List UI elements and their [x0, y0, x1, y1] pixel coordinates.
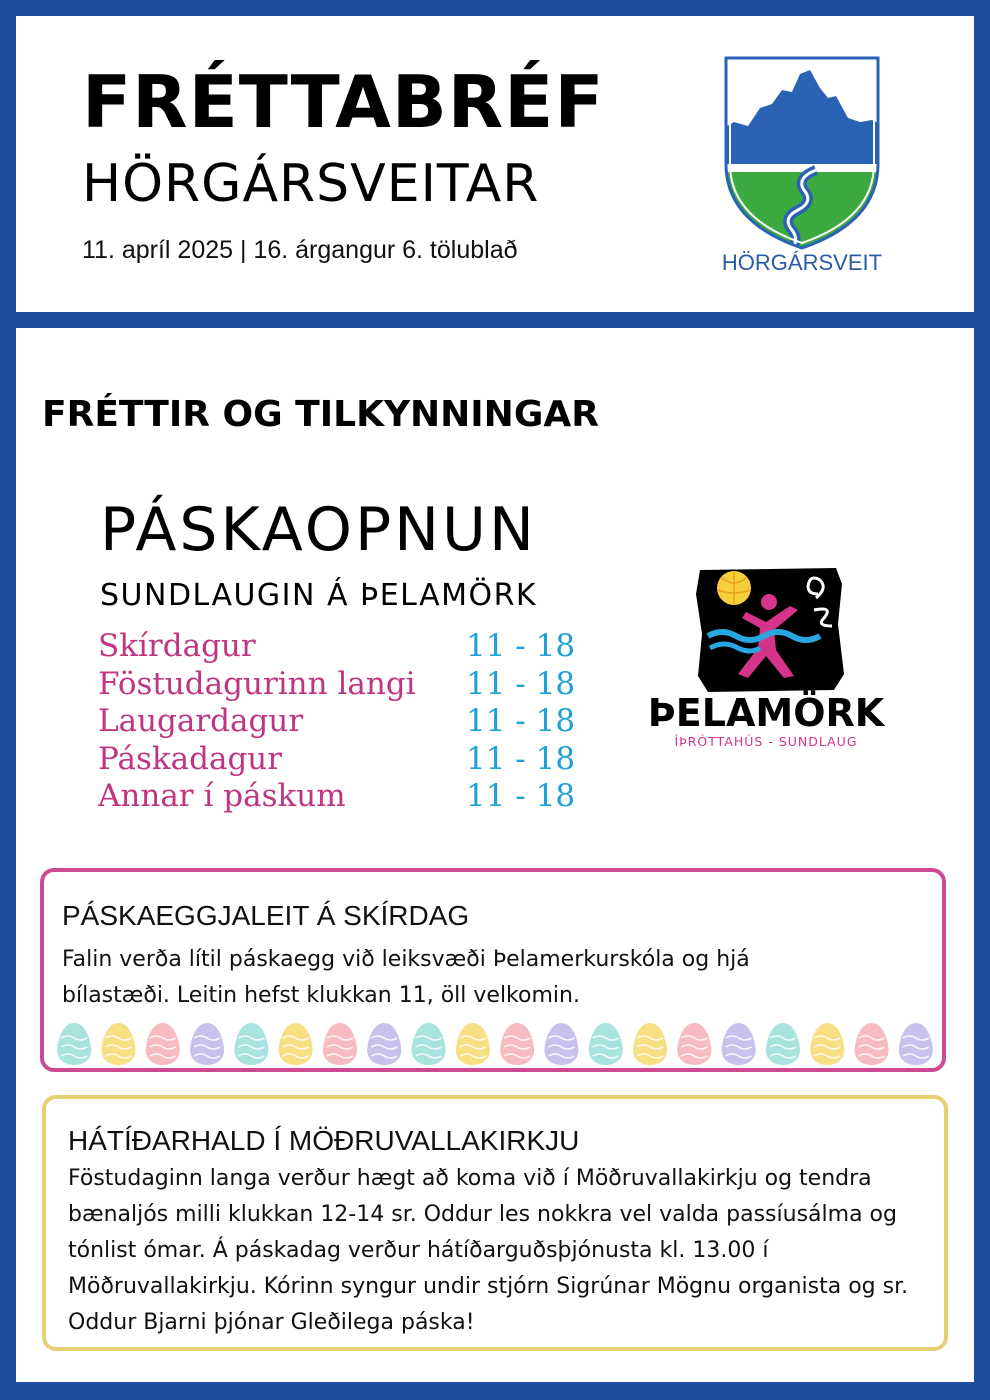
newsletter-header [16, 16, 974, 312]
easter-egg-icon [544, 1023, 578, 1065]
easter-egg-icon [766, 1023, 800, 1065]
easter-opening-title: PÁSKAOPNUN [100, 495, 537, 565]
schedule-row [98, 741, 578, 779]
schedule-hours: 11 - 18 [466, 628, 576, 664]
easter-egg-icon [899, 1023, 933, 1065]
easter-egg-icon [456, 1023, 490, 1065]
easter-egg-icon [810, 1023, 844, 1065]
easter-opening-subtitle: SUNDLAUGIN Á ÞELAMÖRK [100, 578, 538, 613]
newsletter-title: FRÉTTABRÉF [82, 60, 605, 144]
schedule-row [98, 778, 578, 816]
schedule-hours: 11 - 18 [466, 778, 576, 814]
easter-egg-icon [234, 1023, 268, 1065]
egg-hunt-text: Falin verða lítil páskaegg við leiksvæði Þelamerkurskóla og hjá bílastæði. Leitin hefst klukkan 11, öll velkomin. [62, 947, 750, 1008]
main-content [16, 328, 974, 1382]
easter-egg-icon [722, 1023, 756, 1065]
schedule-day: Annar í páskum [98, 778, 346, 814]
church-title: HÁTÍÐARHALD Í MÖÐRUVALLAKIRKJU [68, 1125, 580, 1156]
schedule-row [98, 628, 578, 666]
easter-egg-icon [367, 1023, 401, 1065]
easter-egg-icon [500, 1023, 534, 1065]
schedule-day: Föstudagurinn langi [98, 665, 416, 702]
pool-logo-tagline: ÍÞRÓTTAHÚS - SUNDLAUG [674, 734, 858, 749]
municipal-crest-icon [720, 52, 884, 252]
easter-egg-icon [57, 1023, 91, 1065]
section-heading: FRÉTTIR OG TILKYNNINGAR [42, 394, 599, 435]
opening-hours-schedule [98, 628, 578, 816]
egg-hunt-card [40, 868, 946, 1072]
church-card [42, 1095, 948, 1351]
easter-egg-icon [279, 1023, 313, 1065]
easter-egg-icon [190, 1023, 224, 1065]
schedule-row [98, 703, 578, 741]
easter-egg-icon [101, 1023, 135, 1065]
pool-logo [638, 564, 894, 754]
schedule-hours: 11 - 18 [466, 703, 576, 739]
easter-egg-icon [146, 1023, 180, 1065]
easter-egg-icon [633, 1023, 667, 1065]
easter-eggs-decoration [52, 1020, 938, 1066]
schedule-day: Laugardagur [98, 703, 304, 739]
easter-egg-icon [412, 1023, 446, 1065]
schedule-day: Páskadagur [98, 740, 283, 777]
newsletter-subtitle: HÖRGÁRSVEITAR [82, 154, 540, 214]
schedule-hours: 11 - 18 [466, 740, 576, 777]
church-text: Föstudaginn langa verður hægt að koma við í Möðruvallakirkju og tendra bænaljós milli klukkan 12-14 sr. Oddur les nokkra vel valda passíusálma og tónlist ómar. Á páskadag verður hátíðarguðsþjónusta kl. 13.00 í Möðruvallakirkju. Kórinn syngur undir stjórn Sigrúnar Mögnu organista og sr. Oddur Bjarni þjónar Gleðilega páska! [68, 1166, 909, 1335]
pool-logo-name: ÞELAMÖRK [647, 691, 885, 735]
easter-egg-icon [677, 1023, 711, 1065]
schedule-hours: 11 - 18 [466, 665, 576, 702]
issue-info: 11. apríl 2025 | 16. árgangur 6. tölublað [82, 236, 518, 264]
crest-label: HÖRGÁRSVEIT [721, 250, 883, 275]
easter-egg-icon [589, 1023, 623, 1065]
schedule-row [98, 666, 578, 704]
easter-egg-icon [855, 1023, 889, 1065]
schedule-day: Skírdagur [98, 628, 256, 664]
easter-egg-icon [323, 1023, 357, 1065]
egg-hunt-title: PÁSKAEGGJALEIT Á SKÍRDAG [62, 900, 470, 931]
